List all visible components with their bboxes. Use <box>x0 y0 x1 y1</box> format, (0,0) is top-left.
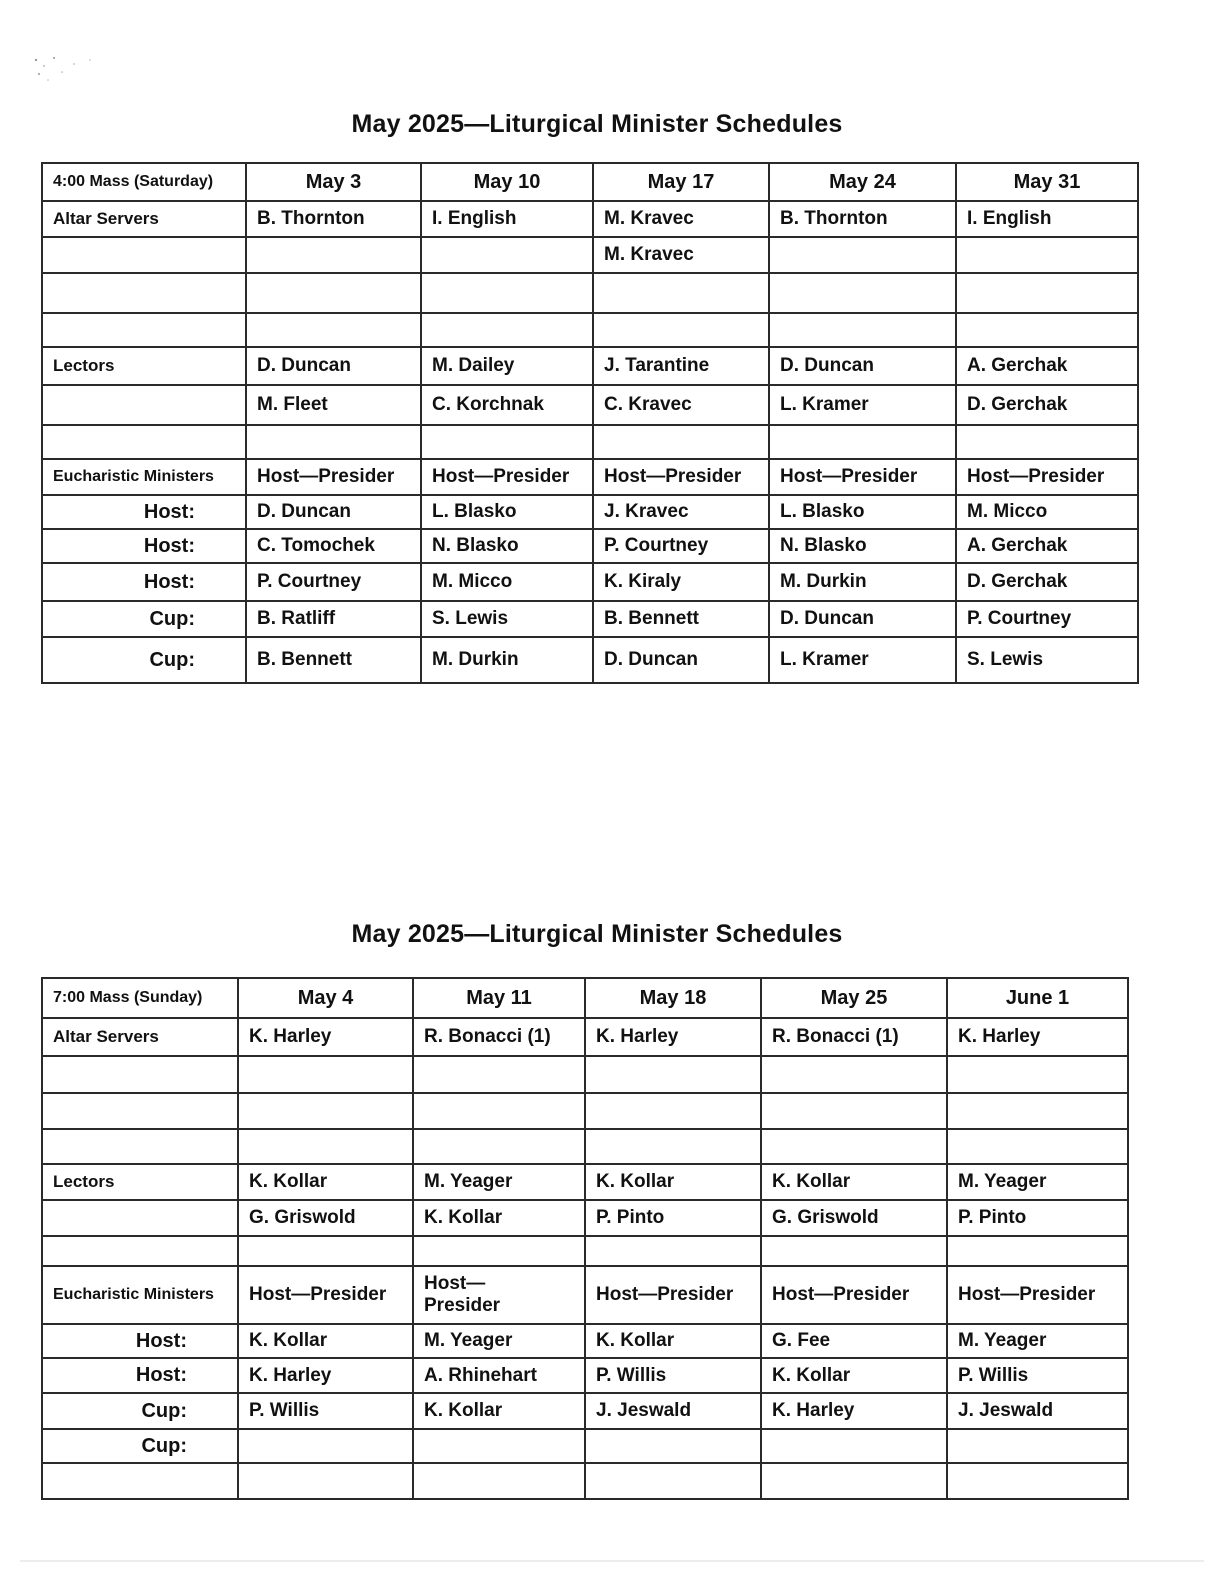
row-label <box>42 385 246 425</box>
schedule-cell: Host—Presider <box>585 1266 761 1324</box>
schedule-cell <box>421 237 593 273</box>
table-row <box>42 459 1138 495</box>
schedule-cell <box>947 1236 1128 1266</box>
date-header: May 11 <box>413 978 585 1018</box>
schedule-cell: K. Kollar <box>761 1358 947 1393</box>
date-header: May 3 <box>246 163 421 201</box>
table-header-row <box>42 978 1128 1018</box>
schedule-cell: K. Kollar <box>585 1324 761 1358</box>
schedule-cell: K. Harley <box>585 1018 761 1056</box>
schedule-cell: M. Fleet <box>246 385 421 425</box>
table-row <box>42 1393 1128 1429</box>
schedule-cell <box>238 1093 413 1129</box>
schedule-cell: Host—Presider <box>769 459 956 495</box>
schedule-1-table <box>41 162 1139 684</box>
schedule-cell: Host—Presider <box>593 459 769 495</box>
row-label: Host: <box>42 1324 238 1358</box>
schedule-cell: K. Kollar <box>413 1393 585 1429</box>
schedule-cell <box>238 1463 413 1499</box>
row-label: Cup: <box>42 601 246 637</box>
schedule-cell: K. Kollar <box>238 1324 413 1358</box>
schedule-cell: P. Willis <box>947 1358 1128 1393</box>
schedule-cell <box>956 237 1138 273</box>
schedule-cell: S. Lewis <box>956 637 1138 683</box>
schedule-cell: B. Thornton <box>246 201 421 237</box>
schedule-cell: M. Kravec <box>593 201 769 237</box>
schedule-cell <box>421 313 593 347</box>
schedule-cell: R. Bonacci (1) <box>413 1018 585 1056</box>
table-row <box>42 201 1138 237</box>
schedule-cell <box>769 237 956 273</box>
schedule-cell: M. Yeager <box>413 1164 585 1200</box>
schedule-cell <box>238 1236 413 1266</box>
schedule-cell <box>585 1236 761 1266</box>
schedule-cell: M. Dailey <box>421 347 593 385</box>
row-label <box>42 425 246 459</box>
table-row <box>42 1093 1128 1129</box>
row-label <box>42 1129 238 1164</box>
schedule-cell <box>761 1463 947 1499</box>
schedule-cell: D. Duncan <box>246 495 421 529</box>
schedule-cell <box>761 1236 947 1266</box>
table-row <box>42 237 1138 273</box>
schedule-cell <box>246 273 421 313</box>
schedule-cell: K. Harley <box>761 1393 947 1429</box>
schedule-cell: G. Griswold <box>238 1200 413 1236</box>
schedule-cell: G. Griswold <box>761 1200 947 1236</box>
schedule-cell: B. Bennett <box>593 601 769 637</box>
schedule-cell: I. English <box>421 201 593 237</box>
table-row <box>42 273 1138 313</box>
schedule-cell <box>761 1093 947 1129</box>
date-header: May 31 <box>956 163 1138 201</box>
schedule-cell: J. Tarantine <box>593 347 769 385</box>
schedule-cell: K. Kiraly <box>593 563 769 601</box>
row-label: Altar Servers <box>42 201 246 237</box>
date-header: June 1 <box>947 978 1128 1018</box>
row-label: Cup: <box>42 1393 238 1429</box>
table-row <box>42 1200 1128 1236</box>
table-row <box>42 385 1138 425</box>
schedule-cell: L. Kramer <box>769 385 956 425</box>
schedule-cell <box>585 1463 761 1499</box>
table-row <box>42 529 1138 563</box>
schedule-cell: C. Kravec <box>593 385 769 425</box>
row-label: Eucharistic Ministers <box>42 1266 238 1324</box>
schedule-cell <box>246 237 421 273</box>
schedule-cell <box>947 1429 1128 1463</box>
schedule-cell <box>769 313 956 347</box>
schedule-cell <box>947 1056 1128 1093</box>
schedule-cell: Host—Presider <box>956 459 1138 495</box>
row-label <box>42 1200 238 1236</box>
schedule-cell: A. Gerchak <box>956 529 1138 563</box>
schedule-cell: D. Duncan <box>769 601 956 637</box>
schedule-2-title: May 2025—Liturgical Minister Schedules <box>351 920 843 948</box>
schedule-cell: A. Gerchak <box>956 347 1138 385</box>
schedule-cell <box>956 313 1138 347</box>
schedule-cell: M. Durkin <box>769 563 956 601</box>
schedule-1-title: May 2025—Liturgical Minister Schedules <box>351 110 843 138</box>
schedule-cell <box>761 1056 947 1093</box>
schedule-cell <box>593 425 769 459</box>
row-label: Cup: <box>42 1429 238 1463</box>
schedule-cell: M. Yeager <box>947 1324 1128 1358</box>
table-row <box>42 313 1138 347</box>
table-row <box>42 1164 1128 1200</box>
schedule-cell: Host—Presider <box>761 1266 947 1324</box>
schedule-cell <box>585 1129 761 1164</box>
row-label: Host: <box>42 529 246 563</box>
schedule-cell <box>246 313 421 347</box>
row-label: Lectors <box>42 1164 238 1200</box>
date-header: May 17 <box>593 163 769 201</box>
schedule-cell <box>238 1429 413 1463</box>
date-header: May 25 <box>761 978 947 1018</box>
schedule-cell: Host— Presider <box>413 1266 585 1324</box>
schedule-cell: Host—Presider <box>238 1266 413 1324</box>
schedule-cell: K. Harley <box>947 1018 1128 1056</box>
schedule-cell <box>585 1429 761 1463</box>
schedule-cell <box>769 425 956 459</box>
schedule-cell: P. Courtney <box>593 529 769 563</box>
schedule-cell: K. Kollar <box>585 1164 761 1200</box>
schedule-cell: M. Micco <box>421 563 593 601</box>
row-label <box>42 1236 238 1266</box>
table-row <box>42 495 1138 529</box>
schedule-cell: M. Durkin <box>421 637 593 683</box>
date-header: May 24 <box>769 163 956 201</box>
schedule-cell <box>238 1056 413 1093</box>
schedule-cell <box>413 1463 585 1499</box>
schedule-cell <box>585 1093 761 1129</box>
schedule-cell <box>246 425 421 459</box>
schedule-cell <box>593 273 769 313</box>
table-row <box>42 601 1138 637</box>
schedule-cell <box>413 1056 585 1093</box>
schedule-cell: D. Duncan <box>769 347 956 385</box>
schedule-cell: S. Lewis <box>421 601 593 637</box>
row-label: Host: <box>42 1358 238 1393</box>
schedule-cell: K. Kollar <box>761 1164 947 1200</box>
schedule-cell: L. Kramer <box>769 637 956 683</box>
table-row <box>42 347 1138 385</box>
schedule-cell: M. Yeager <box>413 1324 585 1358</box>
table-row <box>42 637 1138 683</box>
table-row <box>42 425 1138 459</box>
row-label: Altar Servers <box>42 1018 238 1056</box>
table-row <box>42 1266 1128 1324</box>
schedule-cell: P. Courtney <box>246 563 421 601</box>
schedule-cell: D. Gerchak <box>956 385 1138 425</box>
schedule-cell: Host—Presider <box>421 459 593 495</box>
schedule-cell <box>956 273 1138 313</box>
row-label: Host: <box>42 495 246 529</box>
row-label: Eucharistic Ministers <box>42 459 246 495</box>
table-row <box>42 1358 1128 1393</box>
schedule-cell: Host—Presider <box>246 459 421 495</box>
schedule-cell: D. Gerchak <box>956 563 1138 601</box>
schedule-cell <box>593 313 769 347</box>
schedule-cell <box>947 1129 1128 1164</box>
schedule-2-body <box>42 1018 1128 1499</box>
schedule-cell <box>761 1429 947 1463</box>
schedule-cell <box>413 1129 585 1164</box>
schedule-cell: K. Kollar <box>413 1200 585 1236</box>
schedule-cell: G. Fee <box>761 1324 947 1358</box>
schedule-cell <box>947 1463 1128 1499</box>
schedule-cell: D. Duncan <box>246 347 421 385</box>
schedule-cell: M. Micco <box>956 495 1138 529</box>
schedule-cell: J. Jeswald <box>947 1393 1128 1429</box>
table-header-row <box>42 163 1138 201</box>
row-label: Lectors <box>42 347 246 385</box>
schedule-cell: L. Blasko <box>769 495 956 529</box>
row-label <box>42 273 246 313</box>
mass-label: 4:00 Mass (Saturday) <box>42 163 246 201</box>
schedule-cell: K. Kollar <box>238 1164 413 1200</box>
table-row <box>42 1463 1128 1499</box>
schedule-cell: C. Korchnak <box>421 385 593 425</box>
schedule-cell: B. Thornton <box>769 201 956 237</box>
row-label: Cup: <box>42 637 246 683</box>
schedule-1-body <box>42 201 1138 683</box>
schedule-cell: D. Duncan <box>593 637 769 683</box>
schedule-cell: L. Blasko <box>421 495 593 529</box>
schedule-cell: N. Blasko <box>769 529 956 563</box>
date-header: May 10 <box>421 163 593 201</box>
schedule-cell <box>238 1129 413 1164</box>
schedule-cell <box>413 1429 585 1463</box>
row-label: Host: <box>42 563 246 601</box>
table-row <box>42 1056 1128 1093</box>
row-label <box>42 1056 238 1093</box>
schedule-2-table <box>41 977 1129 1500</box>
scan-edge <box>20 1560 1204 1562</box>
row-label <box>42 1463 238 1499</box>
schedule-cell: P. Courtney <box>956 601 1138 637</box>
row-label <box>42 313 246 347</box>
schedule-cell: P. Willis <box>238 1393 413 1429</box>
schedule-cell: J. Jeswald <box>585 1393 761 1429</box>
schedule-cell: P. Pinto <box>947 1200 1128 1236</box>
schedule-cell: P. Willis <box>585 1358 761 1393</box>
schedule-cell <box>413 1093 585 1129</box>
schedule-cell <box>413 1236 585 1266</box>
schedule-cell: B. Bennett <box>246 637 421 683</box>
schedule-cell <box>769 273 956 313</box>
scan-speckle <box>30 54 110 84</box>
schedule-cell: A. Rhinehart <box>413 1358 585 1393</box>
schedule-cell: I. English <box>956 201 1138 237</box>
table-row <box>42 1324 1128 1358</box>
schedule-cell: K. Harley <box>238 1018 413 1056</box>
schedule-cell <box>421 273 593 313</box>
table-row <box>42 1429 1128 1463</box>
table-row <box>42 1129 1128 1164</box>
schedule-cell <box>421 425 593 459</box>
table-row <box>42 1018 1128 1056</box>
schedule-cell <box>761 1129 947 1164</box>
row-label <box>42 1093 238 1129</box>
schedule-cell: N. Blasko <box>421 529 593 563</box>
schedule-cell <box>947 1093 1128 1129</box>
schedule-cell: Host—Presider <box>947 1266 1128 1324</box>
row-label <box>42 237 246 273</box>
schedule-cell: K. Harley <box>238 1358 413 1393</box>
mass-label: 7:00 Mass (Sunday) <box>42 978 238 1018</box>
schedule-cell: M. Yeager <box>947 1164 1128 1200</box>
schedule-cell <box>956 425 1138 459</box>
table-row <box>42 1236 1128 1266</box>
schedule-cell: J. Kravec <box>593 495 769 529</box>
schedule-cell: B. Ratliff <box>246 601 421 637</box>
schedule-cell: P. Pinto <box>585 1200 761 1236</box>
table-row <box>42 563 1138 601</box>
schedule-cell: R. Bonacci (1) <box>761 1018 947 1056</box>
date-header: May 4 <box>238 978 413 1018</box>
date-header: May 18 <box>585 978 761 1018</box>
schedule-cell: M. Kravec <box>593 237 769 273</box>
schedule-cell <box>585 1056 761 1093</box>
schedule-cell: C. Tomochek <box>246 529 421 563</box>
